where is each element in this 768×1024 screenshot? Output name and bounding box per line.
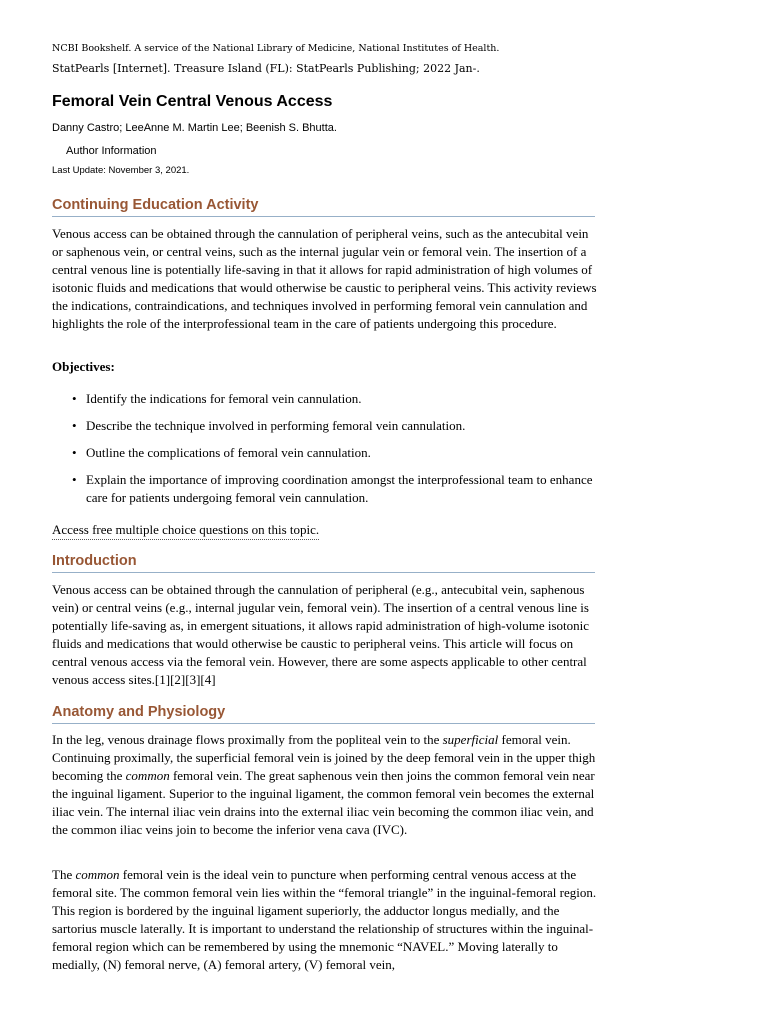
author-list: Danny Castro; LeeAnne M. Martin Lee; Beenish S. Bhutta.	[52, 122, 337, 134]
anatomy-p1-text-b: femoral vein. Continuing proximally, the superficial femoral vein is joined by the deep femoral vein in the upper thigh becoming the	[52, 732, 596, 783]
anatomy-paragraph-2	[52, 866, 597, 974]
objective-item: • Identify the indications for femoral vein cannulation.	[52, 390, 597, 408]
anatomy-paragraph-1	[52, 731, 597, 839]
objectives-list	[52, 390, 597, 516]
section-heading-anatomy-physiology: Anatomy and Physiology	[52, 704, 595, 724]
objectives-label: Objectives:	[52, 359, 115, 374]
reference-link-1[interactable]: [1]	[154, 672, 171, 687]
emphasis-common: common	[75, 867, 120, 882]
reference-link-4[interactable]: [4]	[200, 672, 216, 687]
anatomy-p2-text-a: The	[52, 867, 76, 882]
mcq-access-link[interactable]: Access free multiple choice questions on this topic.	[52, 521, 319, 540]
emphasis-common: common	[125, 768, 170, 783]
anatomy-p2-text-b: femoral vein is the ideal vein to puncture when performing central venous access at the femoral site. The common femoral vein lies within the “femoral triangle” in the inguinal-femoral region. This region is bordered by the inguinal ligament superiorly, the adductor longus medially, and the sartorius muscle laterally. It is important to understand the relationship of structures within the inguinal-femoral region which can be remembered by using the mnemonic “NAVEL.” Moving laterally to medially, (N) femoral nerve, (A) femoral artery, (V) femoral vein,	[52, 867, 597, 972]
introduction-text: Venous access can be obtained through the cannulation of peripheral (e.g., antecubital vein, saphenous vein) or central veins (e.g., internal jugular vein, femoral vein). The insertion of a central venous line is potentially life-saving as, in emergent situations, it allows rapid administration of high-volume isotonic fluids and medications that would otherwise be caustic to peripheral veins. This article will focus on central venous access via the femoral vein. However, there are some aspects applicable to other central venous access sites.	[52, 582, 589, 687]
continuing-education-paragraph: Venous access can be obtained through the cannulation of peripheral veins, such as the antecubital vein or saphenous vein, or central veins, such as the internal jugular vein or femoral vein. The insertion of a central venous line is potentially life-saving in that it allows for rapid administration of high volumes of isotonic fluids and medications that would otherwise be caustic to peripheral veins. This activity reviews the indications, contraindications, and techniques involved in performing femoral vein cannulation and highlights the role of the interprofessional team in the care of patients undergoing this procedure.	[52, 226, 597, 331]
anatomy-p1-text-c: femoral vein. The great saphenous vein then joins the common femoral vein near the inguinal ligament. Superior to the inguinal ligament, the common femoral vein becomes the external iliac vein. The internal iliac vein drains into the external iliac vein becoming the common iliac vein, and the common iliac veins join to become the inferior vena cava (IVC).	[52, 768, 595, 837]
anatomy-p1-text-a: In the leg, venous drainage flows proximally from the popliteal vein to the	[52, 732, 443, 747]
section-heading-introduction: Introduction	[52, 553, 595, 573]
emphasis-superficial: superficial	[442, 732, 499, 747]
last-update-date: Last Update: November 3, 2021.	[52, 165, 190, 176]
objective-item: • Describe the technique involved in performing femoral vein cannulation.	[52, 417, 597, 435]
reference-link-3[interactable]: [3]	[185, 672, 201, 687]
section-heading-continuing-education: Continuing Education Activity	[52, 197, 595, 217]
page-title: Femoral Vein Central Venous Access	[52, 93, 333, 110]
objective-item: • Outline the complications of femoral vein cannulation.	[52, 444, 597, 462]
ncbi-bookshelf-line: NCBI Bookshelf. A service of the National Library of Medicine, National Institutes of Health.	[52, 43, 500, 54]
reference-link-2[interactable]: [2]	[170, 672, 186, 687]
author-information-toggle[interactable]: Author Information	[66, 145, 157, 157]
citation-line: StatPearls [Internet]. Treasure Island (FL): StatPearls Publishing; 2022 Jan-.	[52, 62, 480, 75]
introduction-paragraph	[52, 581, 597, 689]
objective-item: • Explain the importance of improving coordination amongst the interprofessional team to enhance care for patients undergoing femoral vein cannulation.	[52, 471, 597, 507]
